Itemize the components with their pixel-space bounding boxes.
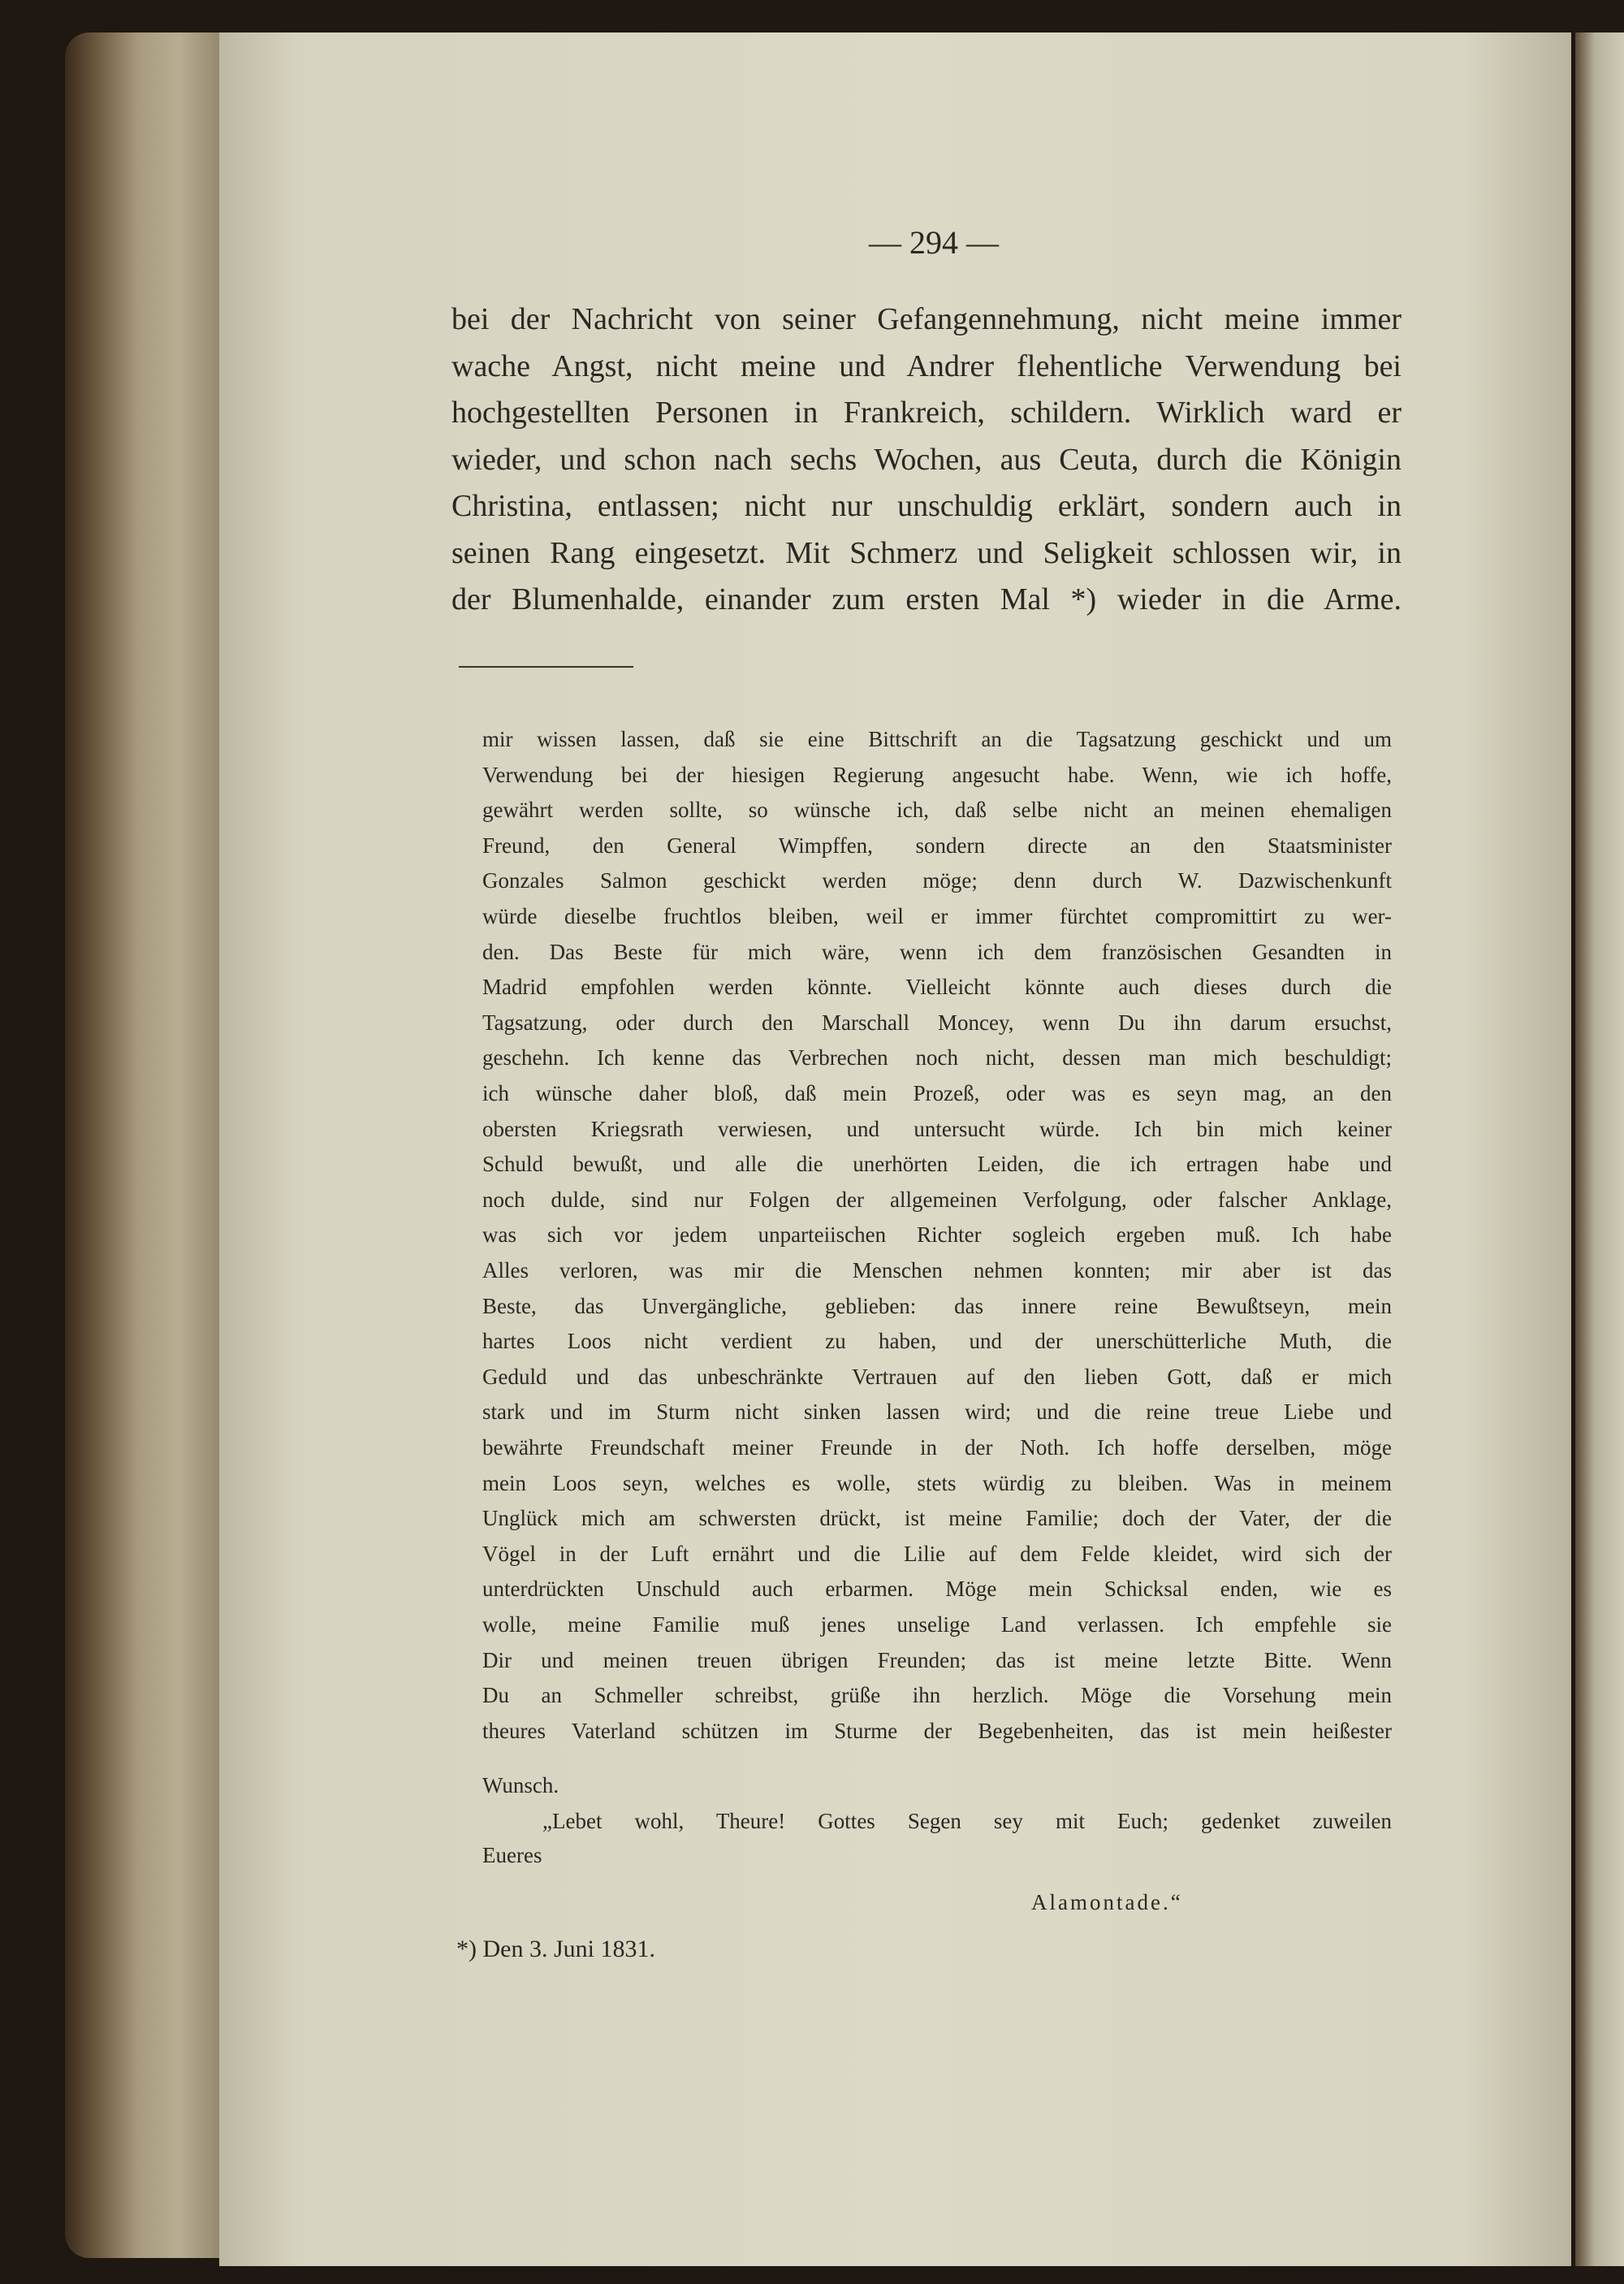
text-line: Schuld bewußt, und alle die unerhörten Leiden, die ich ertragen habe und bbox=[482, 1152, 1392, 1177]
text-line: Tagsatzung, oder durch den Marschall Moncey, wenn Du ihn darum ersuchst, bbox=[482, 1010, 1392, 1035]
text-line: der Blumenhalde, einander zum ersten Mal *) wieder in die Arme. bbox=[451, 582, 1402, 616]
page-number: — 294 — bbox=[869, 224, 999, 261]
text-line: bewährte Freundschaft meiner Freunde in der Noth. Ich hoffe derselben, möge bbox=[482, 1435, 1392, 1460]
text-line: würde dieselbe fruchtlos bleiben, weil er immer fürchtet compromittirt zu wer- bbox=[482, 904, 1392, 928]
text-line: theures Vaterland schützen im Sturme der Begebenheiten, das ist mein heißester bbox=[482, 1718, 1392, 1743]
book-page-edges bbox=[65, 32, 227, 2258]
text-line: mein Loos seyn, welches es wolle, stets würdig zu bleiben. Was in meinem bbox=[482, 1470, 1392, 1495]
text-line: Du an Schmeller schreibst, grüße ihn herzlich. Möge die Vorsehung mein bbox=[482, 1683, 1392, 1708]
text-line: Unglück mich am schwersten drückt, ist meine Familie; doch der Vater, der die bbox=[482, 1506, 1392, 1531]
text-line: unterdrückten Unschuld auch erbarmen. Möge mein Schicksal enden, wie es bbox=[482, 1577, 1392, 1602]
facing-page-edge bbox=[1575, 32, 1624, 2266]
text-line: noch dulde, sind nur Folgen der allgemeinen Verfolgung, oder falscher Anklage, bbox=[482, 1187, 1392, 1212]
text-line: Gonzales Salmon geschickt werden möge; denn durch W. Dazwischenkunft bbox=[482, 868, 1392, 893]
text-line: obersten Kriegsrath verwiesen, und untersucht würde. Ich bin mich keiner bbox=[482, 1116, 1392, 1141]
text-line: den. Das Beste für mich wäre, wenn ich dem französischen Gesandten in bbox=[482, 939, 1392, 964]
text-line: Vögel in der Luft ernährt und die Lilie auf dem Felde kleidet, wird sich der bbox=[482, 1541, 1392, 1566]
text-line: hochgestellten Personen in Frankreich, schildern. Wirklich ward er bbox=[451, 396, 1402, 430]
text-line: Freund, den General Wimpffen, sondern directe an den Staatsminister bbox=[482, 833, 1392, 858]
text-line: Madrid empfohlen werden könnte. Vielleicht könnte auch dieses durch die bbox=[482, 975, 1392, 1000]
text-line: bei der Nachricht von seiner Gefangennehmung, nicht meine immer bbox=[451, 302, 1402, 336]
text-line: geschehn. Ich kenne das Verbrechen noch nicht, dessen man mich beschuldigt; bbox=[482, 1045, 1392, 1071]
text-line: wieder, und schon nach sechs Wochen, aus Ceuta, durch die Königin bbox=[451, 442, 1402, 477]
text-line: gewährt werden sollte, so wünsche ich, daß selbe nicht an meinen ehemaligen bbox=[482, 798, 1392, 823]
text-line: wolle, meine Familie muß jenes unselige Land verlassen. Ich empfehle sie bbox=[482, 1612, 1392, 1637]
farewell-last: Eueres bbox=[482, 1843, 542, 1867]
text-line: stark und im Sturm nicht sinken lassen wird; und die reine treue Liebe und bbox=[482, 1399, 1392, 1425]
text-line: Verwendung bei der hiesigen Regierung angesucht habe. Wenn, wie ich hoffe, bbox=[482, 762, 1392, 787]
text-line: hartes Loos nicht verdient zu haben, und der unerschütterliche Muth, die bbox=[482, 1329, 1392, 1354]
farewell-line: „Lebet wohl, Theure! Gottes Segen sey mit Euch; gedenket zuweilen bbox=[542, 1809, 1392, 1833]
text-line: Alles verloren, was mir die Menschen nehmen konnten; mir aber ist das bbox=[482, 1258, 1392, 1283]
text-line: mir wissen lassen, daß sie eine Bittschrift an die Tagsatzung geschickt und um bbox=[482, 727, 1392, 751]
text-line: ich wünsche daher bloß, daß mein Prozeß, oder was es seyn mag, an den bbox=[482, 1081, 1392, 1105]
signature: Alamontade.“ bbox=[1031, 1890, 1183, 1914]
footnote-separator bbox=[459, 666, 633, 668]
footnote: *) Den 3. Juni 1831. bbox=[456, 1936, 655, 1962]
text-line: Dir und meinen treuen übrigen Freunden; das ist meine letzte Bitte. Wenn bbox=[482, 1647, 1392, 1672]
text-line: was sich vor jedem unparteiischen Richter sogleich ergeben muß. Ich habe bbox=[482, 1222, 1392, 1248]
text-line: wache Angst, nicht meine und Andrer flehentliche Verwendung bei bbox=[451, 348, 1402, 383]
text-line: Geduld und das unbeschränkte Vertrauen auf den lieben Gott, daß er mich bbox=[482, 1364, 1392, 1389]
text-line: seinen Rang eingesetzt. Mit Schmerz und Seligkeit schlossen wir, in bbox=[451, 535, 1402, 570]
letter-last-line: Wunsch. bbox=[482, 1773, 559, 1797]
text-line: Christina, entlassen; nicht nur unschuldig erklärt, sondern auch in bbox=[451, 489, 1402, 523]
text-line: Beste, das Unvergängliche, geblieben: das innere reine Bewußtseyn, mein bbox=[482, 1293, 1392, 1318]
